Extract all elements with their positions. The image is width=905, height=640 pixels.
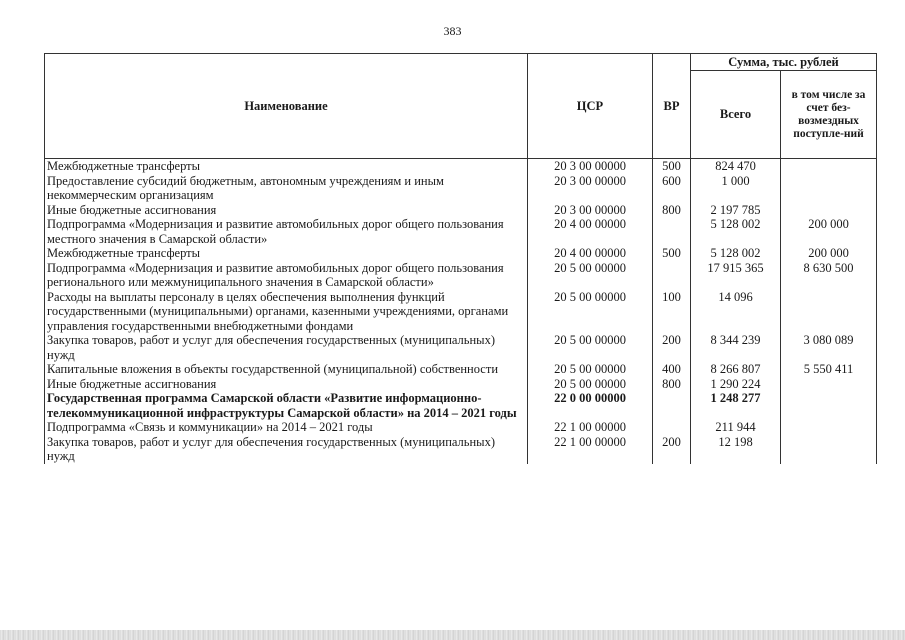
cell-vr: 200 [653, 333, 691, 362]
table-row [45, 290, 877, 334]
cell-total: 8 266 807 [691, 362, 781, 377]
table-row [45, 159, 877, 174]
cell-name: Иные бюджетные ассигнования [45, 203, 528, 218]
table-row [45, 362, 877, 377]
header-csr: ЦСР [528, 54, 653, 159]
cell-name: Капитальные вложения в объекты государственной (муниципальной) собственности [45, 362, 528, 377]
cell-csr: 20 5 00 00000 [528, 362, 653, 377]
cell-incl: 3 080 089 [781, 333, 877, 362]
cell-vr: 500 [653, 159, 691, 174]
cell-vr: 400 [653, 362, 691, 377]
cell-name: Подпрограмма «Связь и коммуникации» на 2014 – 2021 годы [45, 420, 528, 435]
cell-incl [781, 377, 877, 392]
cell-vr: 200 [653, 435, 691, 464]
table-row [45, 333, 877, 362]
cell-vr: 500 [653, 246, 691, 261]
cell-total: 211 944 [691, 420, 781, 435]
cell-total: 8 344 239 [691, 333, 781, 362]
cell-vr: 600 [653, 174, 691, 203]
table-row [45, 377, 877, 392]
cell-name: Межбюджетные трансферты [45, 159, 528, 174]
cell-name: Расходы на выплаты персоналу в целях обеспечения выполнения функций государственными (муниципальными) органами, казенными учреждениями, органами управления государственными внебюджетными фондами [45, 290, 528, 334]
cell-incl [781, 435, 877, 464]
header-sum-group: Сумма, тыс. рублей [691, 54, 877, 71]
cell-vr [653, 391, 691, 420]
cell-total: 12 198 [691, 435, 781, 464]
page-number: 383 [443, 24, 462, 38]
cell-incl [781, 174, 877, 203]
table-row [45, 391, 877, 420]
table-row [45, 246, 877, 261]
cell-vr: 800 [653, 203, 691, 218]
cell-name: Подпрограмма «Модернизация и развитие автомобильных дорог общего пользования регионального или межмуниципального значения в Самарской области» [45, 261, 528, 290]
cell-vr: 100 [653, 290, 691, 334]
cell-incl [781, 420, 877, 435]
cell-total: 1 248 277 [691, 391, 781, 420]
cell-csr: 20 3 00 00000 [528, 159, 653, 174]
table-row [45, 203, 877, 218]
cell-total: 17 915 365 [691, 261, 781, 290]
cell-csr: 20 5 00 00000 [528, 377, 653, 392]
cell-csr: 22 0 00 00000 [528, 391, 653, 420]
cell-csr: 20 4 00 00000 [528, 246, 653, 261]
cell-incl [781, 391, 877, 420]
cell-incl: 8 630 500 [781, 261, 877, 290]
cell-vr [653, 261, 691, 290]
cell-total: 1 000 [691, 174, 781, 203]
table-row [45, 435, 877, 464]
cell-incl: 5 550 411 [781, 362, 877, 377]
cell-vr: 800 [653, 377, 691, 392]
header-total: Всего [691, 71, 781, 159]
cell-total: 824 470 [691, 159, 781, 174]
cell-csr: 22 1 00 00000 [528, 435, 653, 464]
cell-name: Государственная программа Самарской области «Развитие информационно-телекоммуникационной инфраструктуры Самарской области» на 2014 – 2021 годы [45, 391, 528, 420]
cell-name: Закупка товаров, работ и услуг для обеспечения государственных (муниципальных) нужд [45, 333, 528, 362]
cell-incl [781, 159, 877, 174]
cell-total: 2 197 785 [691, 203, 781, 218]
cell-name: Подпрограмма «Модернизация и развитие автомобильных дорог общего пользования местного значения в Самарской области» [45, 217, 528, 246]
cell-total: 1 290 224 [691, 377, 781, 392]
cell-incl [781, 290, 877, 334]
table-row [45, 217, 877, 246]
cell-name: Предоставление субсидий бюджетным, автономным учреждениям и иным некоммерческим организациям [45, 174, 528, 203]
cell-csr: 20 4 00 00000 [528, 217, 653, 246]
budget-table [44, 53, 877, 464]
cell-incl: 200 000 [781, 217, 877, 246]
cell-incl [781, 203, 877, 218]
cell-total: 5 128 002 [691, 217, 781, 246]
header-incl: в том числе за счет без-возмездных поступле-ний [781, 71, 877, 159]
cell-name: Межбюджетные трансферты [45, 246, 528, 261]
cell-incl: 200 000 [781, 246, 877, 261]
header-vr: ВР [653, 54, 691, 159]
scan-edge [0, 630, 905, 640]
cell-total: 5 128 002 [691, 246, 781, 261]
cell-csr: 20 5 00 00000 [528, 261, 653, 290]
cell-vr [653, 420, 691, 435]
cell-vr [653, 217, 691, 246]
cell-total: 14 096 [691, 290, 781, 334]
cell-name: Иные бюджетные ассигнования [45, 377, 528, 392]
cell-name: Закупка товаров, работ и услуг для обеспечения государственных (муниципальных) нужд [45, 435, 528, 464]
table-row [45, 174, 877, 203]
table-body [45, 159, 877, 464]
header-name: Наименование [45, 54, 528, 159]
cell-csr: 20 3 00 00000 [528, 203, 653, 218]
cell-csr: 22 1 00 00000 [528, 420, 653, 435]
table-row [45, 261, 877, 290]
cell-csr: 20 5 00 00000 [528, 333, 653, 362]
cell-csr: 20 3 00 00000 [528, 174, 653, 203]
table-row [45, 420, 877, 435]
cell-csr: 20 5 00 00000 [528, 290, 653, 334]
